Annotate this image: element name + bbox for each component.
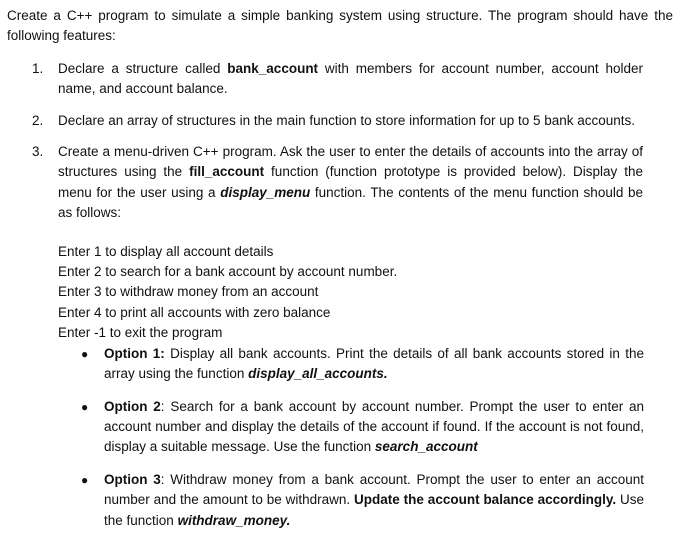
text-segment: Display all bank accounts. Print the details of all bank accounts stored in the array using the function (104, 345, 644, 382)
text-segment: Use the function (104, 492, 645, 528)
text-segment: Declare a structure called (58, 60, 228, 76)
option-item-1 (58, 344, 644, 385)
menu-line: Enter 3 to withdraw money from an account (58, 284, 319, 300)
requirement-text (58, 59, 643, 100)
text-segment: function. The contents of the menu function should be as follows: (58, 184, 643, 221)
option-label: Option 1: (104, 345, 165, 361)
menu-contents (58, 242, 684, 344)
menu-line: Enter 2 to search for a bank account by account number. (58, 264, 398, 280)
list-marker: 3. (32, 144, 44, 160)
struct-name: bank_account (227, 60, 319, 76)
function-name: fill_account (189, 164, 265, 180)
text-segment: : Withdraw money from a bank account. Prompt the user to enter an account number and the amount to be withdrawn. (104, 471, 644, 508)
function-name: display_all_accounts. (248, 366, 388, 382)
option-item-3 (58, 470, 644, 531)
bullet-icon: ● (81, 346, 89, 361)
menu-line: Enter -1 to exit the program (58, 325, 223, 341)
list-marker: 2. (32, 112, 44, 128)
text-segment: function (function prototype is provided below). Display the menu for the user using a (58, 164, 643, 200)
requirements-list (7, 59, 684, 531)
bullet-icon: ● (81, 399, 89, 414)
option-item-2 (58, 397, 644, 458)
function-name: display_menu (220, 184, 311, 200)
function-name: withdraw_money. (177, 512, 291, 528)
requirement-item-2 (7, 111, 684, 131)
list-marker: 1. (32, 60, 44, 76)
requirement-item-1 (7, 59, 684, 100)
function-name: search_account (374, 439, 478, 455)
bullet-icon: ● (81, 472, 89, 487)
requirement-item-3 (7, 142, 684, 531)
menu-line: Enter 4 to print all accounts with zero balance (58, 304, 331, 320)
options-list (58, 344, 684, 531)
bold-sentence: Update the account balance accordingly. (354, 492, 617, 508)
requirement-text (58, 142, 643, 224)
text-segment: : Search for a bank account by account number. Prompt the user to enter an account number and display the details of the account if found. If the account is not found, display a suitable message. Use the function (104, 398, 644, 455)
option-label: Option 2 (104, 398, 161, 414)
text-segment: with members for account number, account holder name, and account balance. (58, 60, 643, 97)
menu-line: Enter 1 to display all account details (58, 243, 274, 259)
option-label: Option 3 (104, 471, 161, 487)
text-segment: Create a menu-driven C++ program. Ask the user to enter the details of accounts into the array of structures using the (58, 144, 643, 180)
intro-paragraph: Create a C++ program to simulate a simple banking system using structure. The program should have the following features: (7, 8, 673, 44)
requirement-text: Declare an array of structures in the main function to store information for up to 5 bank accounts. (58, 112, 636, 128)
